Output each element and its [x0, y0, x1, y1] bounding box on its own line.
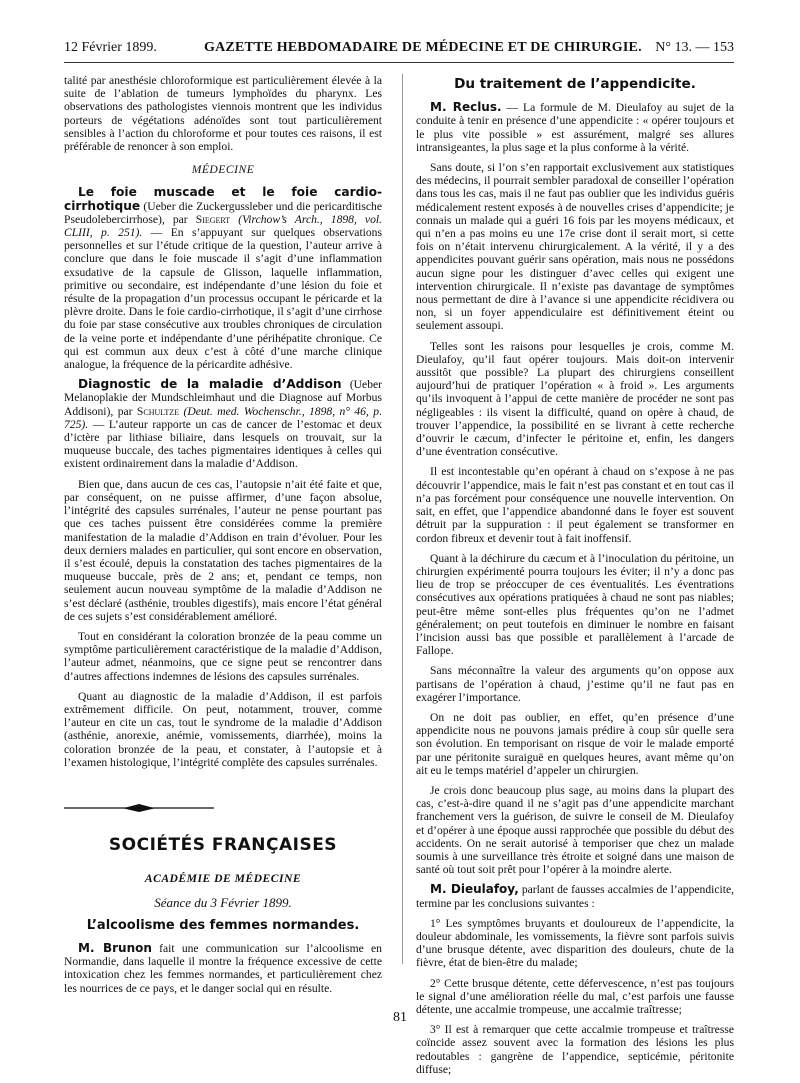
article-addison-muscade	[64, 186, 382, 371]
header-date: 12 Février 1899.	[64, 40, 157, 55]
article-author: Siegert	[195, 212, 231, 226]
paragraph: Sans doute, si l’on s’en rapportait exclusivement aux statistiques des médecins, il pourrait sembler paradoxal de conseiller l’opération dans tous les cas, mais il ne faut pas oublier que les individus guéris médicalement restent exposés à de nouvelles crises d’appendicite; je connais un malade qui a guéri 16 fois par les moyens médicaux, et qui n’en a pas moins eu une 17e crise dont il serait mort, si cette fois on n’était intervenu chirurgicalement. A la vérité, il y a des appendicites pouvant guérir sans opération, mais nous ne possédons aucun signe pour les distinguer d’avec celles qui exigent une intervention chirurgicale. Il n’existe pas davantage de symptômes nous permettant de dire à l’avance si une appendicite récidivera ou non, si un foyer appendiculaire est définitivement éteint ou seulement assoupi.	[416, 161, 734, 333]
article-addison	[64, 378, 382, 470]
section-heading-societes: SOCIÉTÉS FRANÇAISES	[108, 835, 338, 856]
paragraph: On ne doit pas oublier, en effet, qu’en présence d’une appendicite nous ne pouvons jamais prédire à coup sûr quelle sera son évolution. En temporisant on risque de voir le malade emporté par une péritonite suraiguë en quelques heures, avant même qu’on ait eu le temps matériel d’appeler un chirurgien.	[416, 710, 734, 777]
article-journal: (Deut. med. Wochenschr., 1898, n° 46, p. 725).	[64, 404, 382, 431]
article-text: — En s’appuyant sur quelques observations personnelles et sur l’étude critique de la question, l’auteur arrive à conclure que dans le foie muscade il s’agit d’une inflammation exsudative de la capsule de Glisson, laquelle inflammation, primitive ou secondaire, est indépendante d’une lésion du foie et résulte de la propagation d’un processus occupant le péricarde et la plèvre droite. Dans le foie cardio-cirrhotique, il s’agit d’une cirrhose du foie par stase consécutive aux troubles chroniques de circulation de la veine porte et indépendante d’une périhépatite chronique. Ce qui est commun aux deux c’est à côté d’une marche clinique analogue, la fréquence de la péricardite adhésive.	[64, 226, 382, 372]
speaker-name: M. Reclus.	[430, 100, 502, 115]
article-text: — L’auteur rapporte un cas de cancer de l’estomac et deux d’ictère par lithiase biliaire, dans lesquels on trouvait, sur la muqueuse buccale, des taches pigmentaires identiques à celles qui existent ordinairement dans la maladie d’Addison.	[64, 417, 382, 471]
speaker-text: — La formule de M. Dieulafoy au sujet de la conduite à tenir en présence d’une appendicite : « opérer toujours et le plus vite possible » est assurément, malgré ses allures intransigeantes, la plus sage et la plus conforme à la vérité.	[416, 101, 735, 154]
column-rule	[402, 74, 403, 964]
paragraph: Il est incontestable qu’en opérant à chaud on s’expose à ne pas découvrir l’appendice, mais le fait n’est pas constant et en tout cas il n’a pas forcément pour conséquence une nouvelle intervention. On sait, en effet, que l’appendice abandonné dans le foyer est souvent détruit par la suppuration : il peut également se transformer en cordon fibreux et devenir tout à fait inoffensif.	[416, 465, 734, 545]
speaker-name: M. Brunon	[78, 940, 152, 955]
article-heading-appendicite: Du traitement de l’appendicite.	[454, 76, 696, 92]
running-header	[64, 40, 734, 60]
ornamental-separator	[64, 802, 214, 814]
article-author: Schultze	[136, 404, 180, 418]
paragraph: Sans méconnaître la valeur des arguments qu’on oppose aux partisans de l’opération à chaud, j’estime qu’il ne faut pas en exagérer l’importance.	[416, 664, 734, 704]
article-reference: (Ueber Melanoplakie der Mundschleimhaut und die Diagnose auf Morbus Addisoni), par	[64, 378, 382, 418]
paragraph: Je crois donc beaucoup plus sage, au moins dans la plupart des cas, c’est-à-dire quand il ne s’agit pas d’une appendicite marchant franchement vers la guérison, de suivre le conseil de M. Dieulafoy et d’opérer à une époque aussi rapprochée que possible du début des accidents. On ne serait autorisé à temporiser que chez un malade soumis à une surveillance très étroite et soigné dans une maison de santé où tout soit prêt pour l’opérer à la moindre alerte.	[416, 783, 734, 877]
conclusion-item: 1° Les symptômes bruyants et douloureux de l’appendicite, la douleur abdominale, les vomissements, la fièvre sont parfois suivis d’une brusque détente, avec disparition des douleurs, chute de la fièvre, état de bien-être du malade;	[416, 916, 734, 970]
article-title: Le foie muscade et le foie cardio-cirrhotique	[64, 185, 382, 213]
right-column	[416, 74, 734, 1083]
paragraph: Quant à la déchirure du cæcum et à l’inoculation du péritoine, un chirurgien expérimenté pourra toujours les éviter; il n’y a donc pas lieu de trop se préoccuper de ces éventualités. Les éventrations consécutives aux opérations pratiquées à chaud ne sont pas niables; peut-être même sont-elles plus fréquentes qu’on ne l’admet généralement; on peut toutefois en diminuer le nombre en faisant l’incision aussi bas que possible et parallèlement à l’arcade de Fallope.	[416, 551, 734, 658]
article-journal: (Virchow’s Arch., 1898, vol. CLIII, p. 251).	[64, 212, 382, 240]
article-title: Diagnostic de la maladie d’Addison	[78, 377, 342, 392]
paragraph: Bien que, dans aucun de ces cas, l’autopsie n’ait été faite et que, par conséquent, on ne puisse affirmer, d’une façon absolue, l’intégrité des capsules surrénales, l’auteur ne pense pourtant pas que ces taches puissent être considérées comme la première manifestation de la maladie d’Addison en train d’évoluer. Pour les deux derniers malades en particulier, qui sont encore en observation, il s’est écoulé, depuis la constatation des taches pigmentaires de la muqueuse buccale, près de 2 ans; et, pendant ce temps, non seulement aucun nouveau symptôme de la maladie d’Addison ne s’est déclaré (asthénie, troubles digestifs), mais encore l’état général de ces sujets s’est considérablement amélioré.	[64, 477, 382, 623]
article-heading-alcoolisme: L’alcoolisme des femmes normandes.	[86, 917, 360, 933]
header-rule	[64, 62, 734, 63]
conclusion-item: 3° Il est à remarquer que cette accalmie trompeuse et traîtresse coïncide assez souvent avec la formation des lésions les plus redoutables : gangrène de l’appendice, septicémie, péritonite diffuse;	[416, 1023, 734, 1076]
left-column	[64, 74, 382, 1002]
speaker-text: parlant de fausses accalmies de l’appendicite, termine par les conclusions suivantes :	[416, 883, 734, 910]
paragraph: Tout en considérant la coloration bronzée de la peau comme un symptôme particulièrement caractéristique de la maladie d’Addison, l’auteur admet, néanmoins, que ce signe peut se rencontrer dans d’autres affections indemnes de lésions des capsules surrénales.	[64, 629, 382, 683]
paragraph: Telles sont les raisons pour lesquelles je crois, comme M. Dieulafoy, qu’il faut opérer toujours. Mais doit-on intervenir aussitôt que possible? La plupart des chirurgiens conseillent aujourd’hui de pratiquer l’opération « à froid ». Les arguments qu’ils invoquent à l’appui de cette manière de procéder ne sont pas négligeables : ils visent la difficulté, quand on opère à chaud, de trouver l’appendice, la possibilité en se livrant à cette recherche d’ouvrir le cæcum, d’infecter le péritoine et, enfin, les dangers d’une éventration consécutive.	[416, 339, 734, 459]
page-number: 81	[393, 1010, 407, 1025]
academy-heading: ACADÉMIE DE MÉDECINE	[144, 872, 302, 886]
header-journal-title: GAZETTE HEBDOMADAIRE DE MÉDECINE ET DE CHIRURGIE.	[204, 40, 642, 55]
speaker-text: fait une communication sur l’alcoolisme en Normandie, dans laquelle il montre la fréquence excessive de cette intoxication chez les femmes normandes, et particulièrement chez les nourrices de ce pays, et le danger social qui en résulte.	[64, 941, 382, 995]
article-reference: (Ueber die Zuckergussleber und die pericarditische Pseudolebercirrhose), par	[64, 199, 382, 226]
paragraph: Quant au diagnostic de la maladie d’Addison, il est parfois extrêmement difficile. On peut, notamment, trouver, comme l’auteur en cite un cas, tout le syndrome de la maladie d’Addison (asthénie, anorexie, anémie, vomissements, diarrhée), moins la coloration bronzée de la peau, et constater, à l’autopsie et à l’examen histologique, l’intégrité complète des capsules surrénales.	[64, 689, 382, 769]
paragraph	[416, 101, 734, 154]
speaker-name: M. Dieulafoy,	[430, 882, 519, 897]
session-date: Séance du 3 Février 1899.	[154, 894, 292, 910]
paragraph: talité par anesthésie chloroformique est particulièrement élevée à la suite de l’ablation de tumeurs lymphoïdes du pharynx. Les observations des pathologistes viennois montrent que les individus porteurs de végétations adénoïdes sont tout particulièrement sensibles à l’action du chloroforme et pour toutes ces raisons, il est préférable de renoncer à son emploi.	[64, 74, 382, 154]
paragraph	[64, 942, 382, 995]
conclusion-item: 2° Cette brusque détente, cette défervescence, n’est pas toujours le signal d’une amélioration réelle du mal, c’est parfois une fausse détente, une accalmie trompeuse, une accalmie traîtresse;	[416, 976, 734, 1016]
section-heading-medecine: MÉDECINE	[191, 163, 255, 177]
header-issue-page: N° 13. — 153	[655, 40, 734, 55]
paragraph	[416, 883, 734, 909]
